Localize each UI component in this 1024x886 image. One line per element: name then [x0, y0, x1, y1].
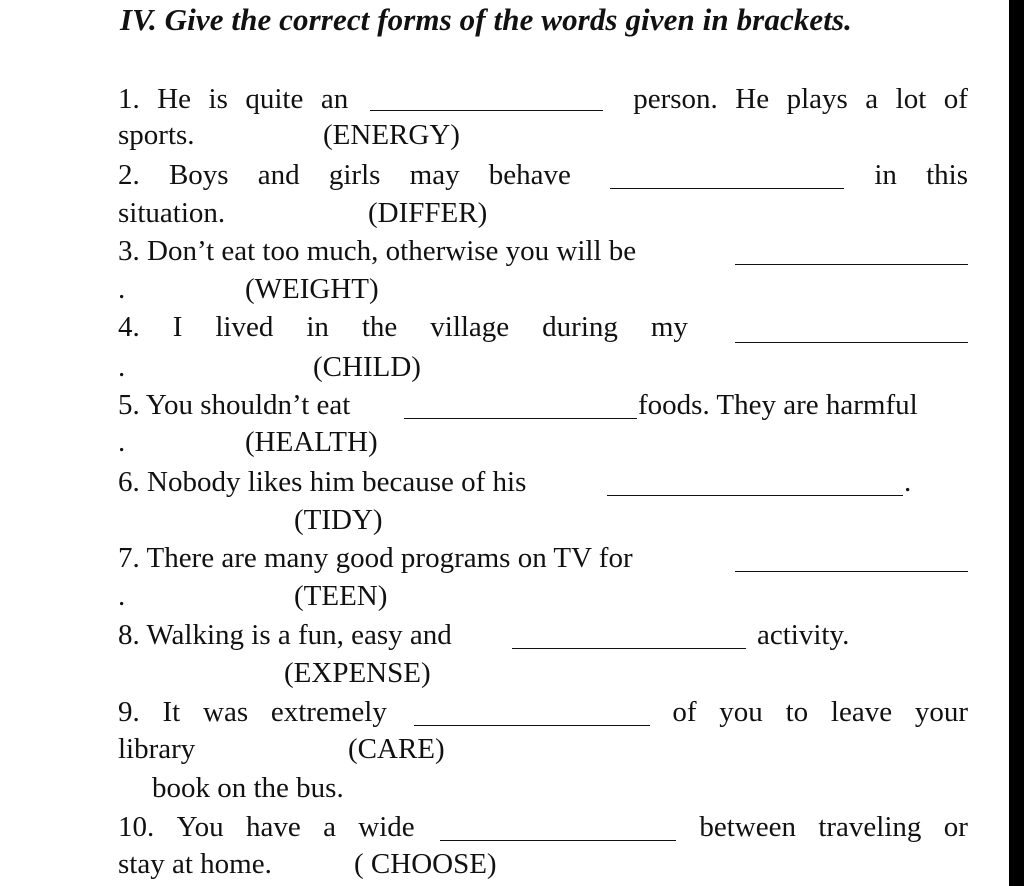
- answer-blank[interactable]: [735, 342, 968, 343]
- word-hint: (CHILD): [313, 351, 421, 383]
- answer-blank[interactable]: [735, 571, 968, 572]
- answer-blank[interactable]: [610, 188, 844, 189]
- answer-blank[interactable]: [512, 648, 746, 649]
- word-hint: (HEALTH): [245, 426, 378, 458]
- word-hint: (CARE): [348, 733, 445, 765]
- answer-blank[interactable]: [607, 495, 903, 496]
- page-edge: [1009, 0, 1024, 886]
- word-hint: ( CHOOSE): [354, 848, 497, 880]
- word-hint: (TIDY): [294, 504, 383, 536]
- answer-blank[interactable]: [735, 264, 968, 265]
- worksheet-page: IV. Give the correct forms of the words given in brackets. 1. He is quite an person. He plays a lot of sports. (ENERGY) 2. Boys and girls may behave in this situation. (DIFFER) 3. Don’t eat too much, otherwise you will be . (WEIGHT) 4. I lived in the village during my . (CHILD) 5. You shouldn’t eat foods. They are harmful . (HEALTH) 6. Nobody likes him because of his . (TIDY) 7. There are many good programs on TV for . (TEEN) 8. Walking is a fun, easy and activity. (EXPENSE) 9. It was extremely of you to leave your library (CARE) book on the bus. 10. You have a wide between traveling or stay at home. ( CHOOSE): [0, 0, 1009, 886]
- word-hint: (WEIGHT): [245, 273, 379, 305]
- answer-blank[interactable]: [370, 110, 603, 111]
- word-hint: (DIFFER): [368, 197, 488, 229]
- word-hint: (EXPENSE): [284, 657, 431, 689]
- exercise-title: IV. Give the correct forms of the words given in brackets.: [120, 2, 852, 37]
- answer-blank[interactable]: [440, 840, 676, 841]
- word-hint: (ENERGY): [323, 119, 460, 151]
- answer-blank[interactable]: [414, 725, 650, 726]
- answer-blank[interactable]: [404, 418, 637, 419]
- word-hint: (TEEN): [294, 580, 388, 612]
